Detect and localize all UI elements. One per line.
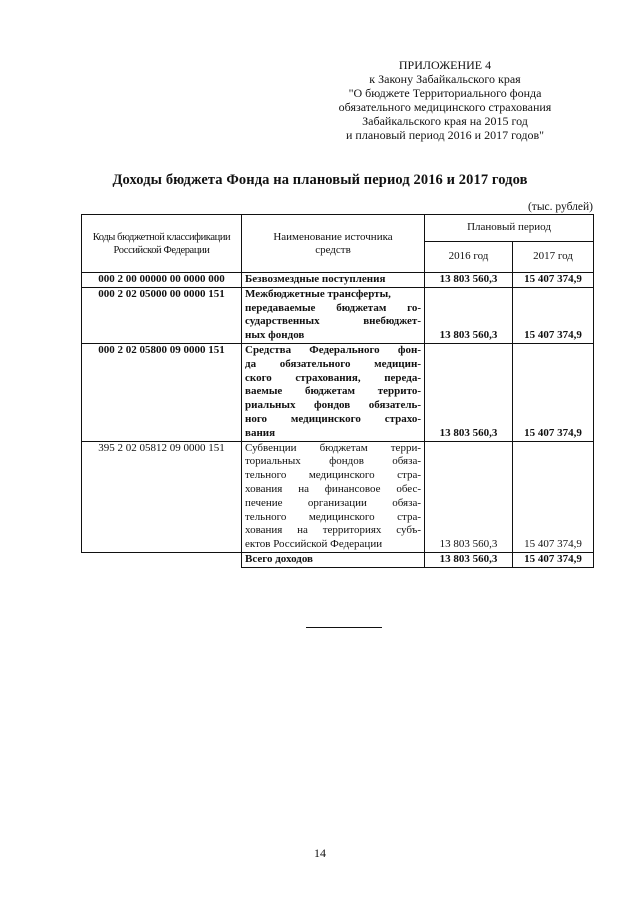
appendix-law-ref: к Закону Забайкальского края (369, 72, 521, 86)
source-name-line: вания (245, 426, 276, 439)
source-name-line: сударственных внебюджет- (245, 315, 421, 328)
total-label-text: Всего доходов (245, 552, 313, 565)
source-name-line: ваемые бюджетам террито- (245, 385, 421, 398)
name-column-header (242, 215, 425, 273)
appendix-law-title-3: Забайкальского края на 2015 год (362, 114, 528, 128)
name-header-line1: Наименование источника (273, 230, 393, 243)
source-name-line: риальных фондов обязатель- (245, 399, 421, 412)
source-name-line: тельного медицинского стра- (245, 510, 421, 523)
source-name (242, 343, 425, 441)
table-header-row (82, 215, 594, 242)
total-label (242, 552, 425, 567)
source-name-line: Средства Федерального фон- (245, 343, 421, 356)
name-header-line2: средств (315, 243, 351, 256)
amount-2017: 15 407 374,9 (513, 287, 594, 343)
table-row (82, 441, 594, 552)
source-name-line: да обязательного медицин- (245, 357, 421, 370)
source-name-line: ториальных фондов обяза- (245, 455, 421, 468)
source-name-line: хования на территориях субъ- (245, 524, 421, 537)
budget-code: 000 2 00 00000 00 0000 000 (82, 273, 242, 288)
source-name (242, 287, 425, 343)
year-2017-header: 2017 год (513, 242, 594, 273)
source-name (242, 273, 425, 288)
year-2016-header: 2016 год (425, 242, 513, 273)
appendix-header (300, 58, 590, 142)
source-name-line: тельного медицинского стра- (245, 469, 421, 482)
end-divider (306, 627, 382, 628)
amount-2016: 13 803 560,3 (425, 273, 513, 288)
budget-code: 000 2 02 05800 09 0000 151 (82, 343, 242, 441)
source-name-line: Субвенции бюджетам терри- (245, 441, 421, 454)
appendix-law-title-1: "О бюджете Территориального фонда (348, 86, 542, 100)
source-name-line: печение организации обяза- (245, 496, 421, 509)
source-name-line: ных фондов (245, 329, 305, 342)
source-name-line: ского страхования, переда- (245, 371, 421, 384)
codes-header-line2: Российской Федерации (113, 244, 210, 256)
table-row (82, 343, 594, 441)
appendix-law-title-2: обязательного медицинского страхования (338, 100, 552, 114)
amount-2017: 15 407 374,9 (513, 343, 594, 441)
total-row (82, 552, 594, 567)
amount-2016: 13 803 560,3 (425, 287, 513, 343)
page-number: 14 (314, 846, 326, 860)
source-name-line: Межбюджетные трансферты, (245, 287, 391, 300)
budget-code: 395 2 02 05812 09 0000 151 (82, 441, 242, 552)
amount-2016: 13 803 560,3 (425, 343, 513, 441)
source-name-line: Безвозмездные поступления (245, 273, 386, 285)
source-name-line: хования на финансовое обес- (245, 482, 421, 495)
source-name-line: ектов Российской Федерации (245, 538, 383, 551)
codes-header-line1: Коды бюджетной классификации (92, 231, 231, 243)
revenue-table (81, 214, 594, 568)
period-column-header: Плановый период (425, 215, 594, 242)
source-name-line: передаваемые бюджетам го- (245, 301, 421, 314)
codes-column-header (82, 215, 242, 273)
document-title: Доходы бюджета Фонда на плановый период 2016 и 2017 годов (112, 172, 528, 188)
source-name-line: ного медицинского страхо- (245, 412, 421, 425)
units-note: (тыс. рублей) (527, 201, 593, 213)
total-code-blank (82, 552, 242, 567)
source-name (242, 441, 425, 552)
appendix-label: ПРИЛОЖЕНИЕ 4 (398, 58, 492, 72)
table-row (82, 287, 594, 343)
total-2016: 13 803 560,3 (425, 552, 513, 567)
appendix-law-title-4: и плановый период 2016 и 2017 годов" (345, 128, 545, 142)
amount-2017: 15 407 374,9 (513, 273, 594, 288)
table-row (82, 273, 594, 288)
budget-code: 000 2 02 05000 00 0000 151 (82, 287, 242, 343)
total-2017: 15 407 374,9 (513, 552, 594, 567)
amount-2017: 15 407 374,9 (513, 441, 594, 552)
amount-2016: 13 803 560,3 (425, 441, 513, 552)
